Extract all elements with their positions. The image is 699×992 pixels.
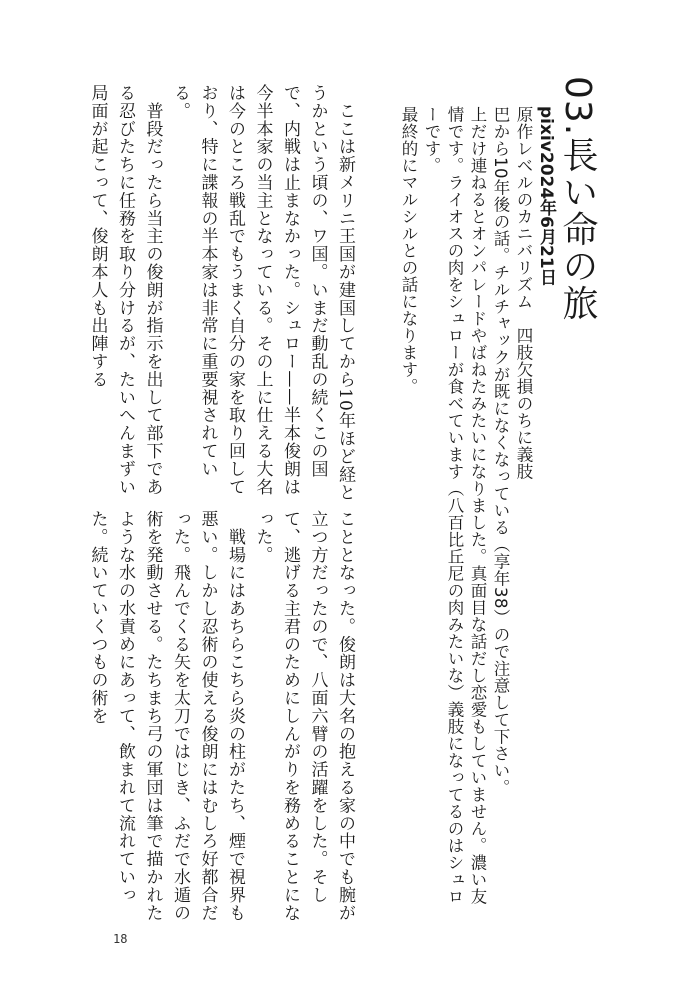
chapter-date: pixiv2024年6月21日 xyxy=(536,106,556,286)
chapter-title: 03.長い命の旅 xyxy=(557,76,598,322)
body-text-lower: こととなった。俊朗は大名の抱える家の中でも腕が立つ方だったので、八面六臂の活躍をした。そして、逃げる主君のためにしんがりを務めることになった。 戦場にはあちらこちら炎の柱がたち、煙で視界も悪い。しかし忍術の使える俊朗にはむしろ好都合だった。飛んでくる矢を太刀ではじき、ふだで水遁の術を発動させる。たちまち弓の軍団は筆で描かれたような水の水責めにあって、飲まれて流れていった。続いていくつもの術を xyxy=(87,510,355,922)
author-note: 原作レベルのカニバリズム 四肢欠損のちに義肢 巴から10年後の話。チルチャックが既になくなっている（享年38）ので注意して下さい。 上だけ連ねるとオンパレードやばねたみたいになりました。真面目な話だし恋愛もしていません。濃い友情です。ライオスの肉をシュローが食べています（八百比丘尼の肉みたいな）義肢になってるのはシュローです。 最終的にマルシルとの話になります。 xyxy=(399,106,533,905)
body-text-upper: ここは新メリニ王国が建国してから10年ほど経とうかという頃の、ワ国。いまだ動乱の続くこの国で、内戦は止まなかった。シュロー——半本俊朗は今半本家の当主となっている。その上に仕える大名は今のところ戦乱でもうまく自分の家を取り回しており、特に諜報の半本家は非常に重要視されている。 普段だったら当主の俊朗が指示を出して部下である忍びたちに任務を取り分けるが、たいへんまずい局面が起こって、俊朗本人も出陣する xyxy=(87,84,355,502)
page-number: 18 xyxy=(113,932,128,946)
